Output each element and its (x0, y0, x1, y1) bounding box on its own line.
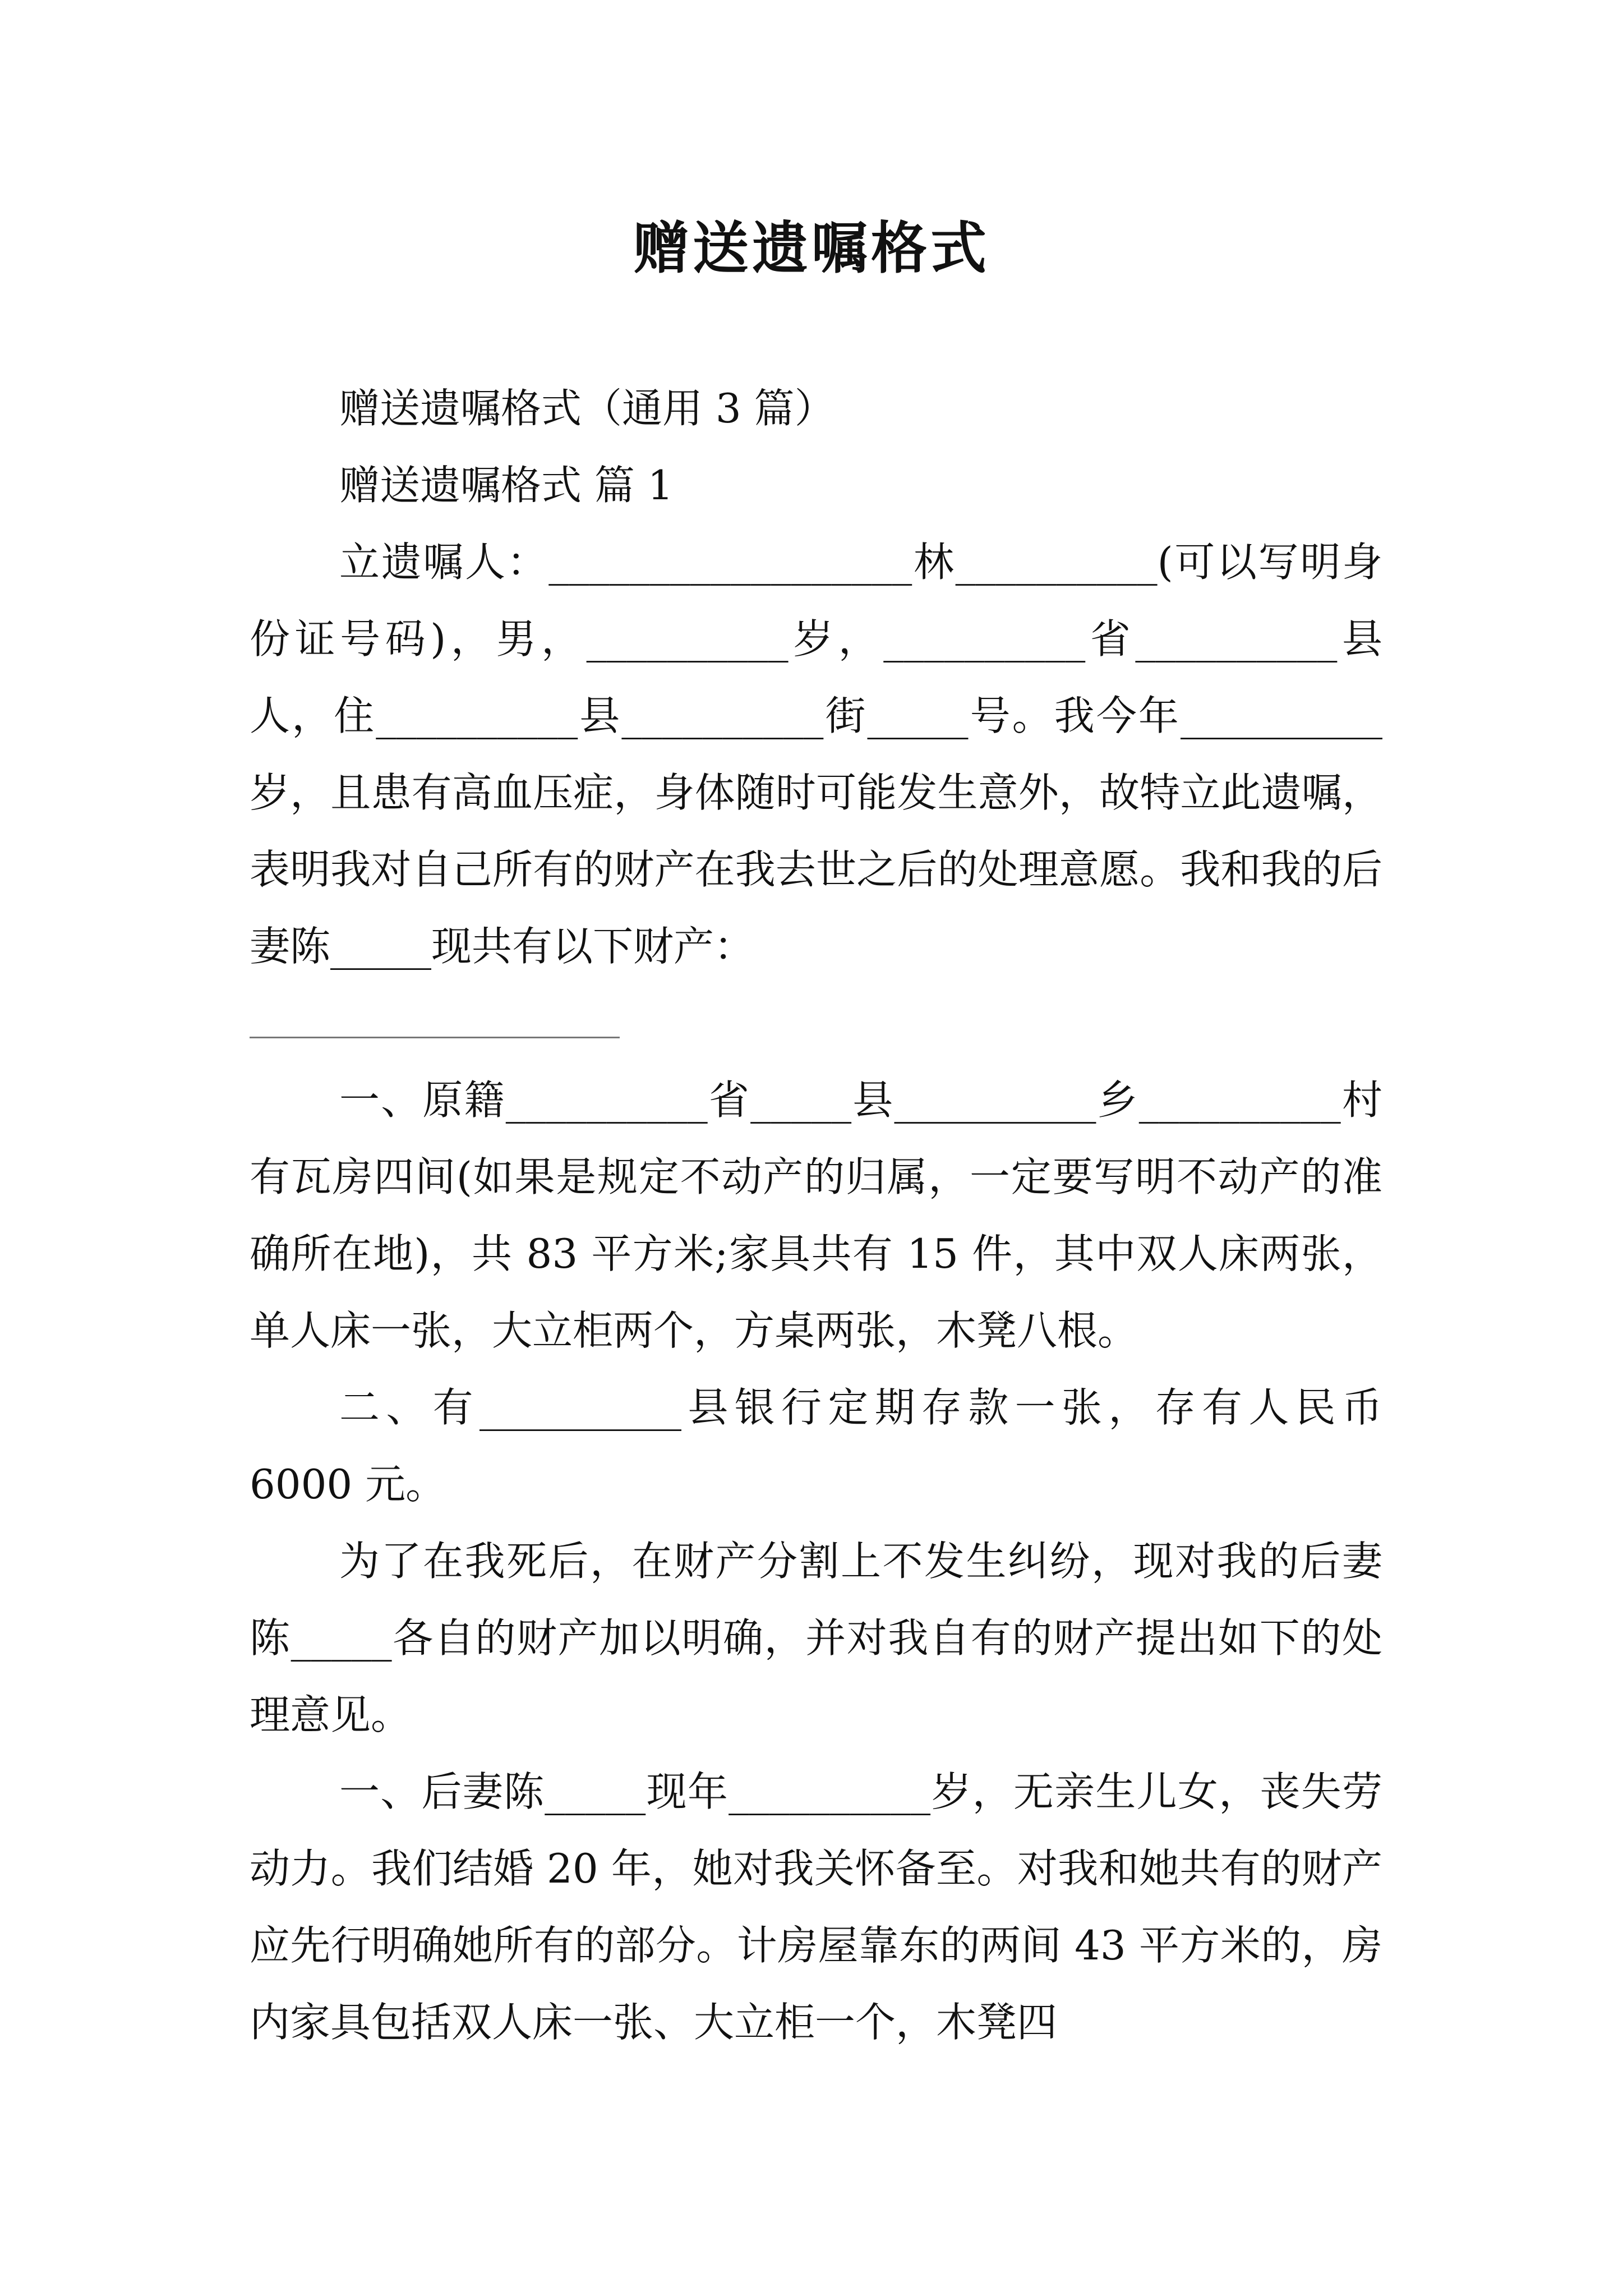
blank-line (250, 985, 1382, 1062)
paragraph: 一、后妻陈_____现年__________岁，无亲生儿女，丧失劳动力。我们结婚 20 年，她对我关怀备至。对我和她共有的财产应先行明确她所有的部分。计房屋靠东的两间 43 平方米的，房内家具包括双人床一张、大立柜一个，木凳四 (250, 1768, 1382, 2046)
paragraph: 一、原籍__________省_____县__________乡__________村有瓦房四间(如果是规定不动产的归属，一定要写明不动产的准确所在地)，共 83 平方米;家具共有 15 件，其中双人床两张，单人床一张，大立柜两个，方桌两张，木凳八根。 (250, 1076, 1382, 1354)
document-title: 赠送遗嘱格式 (633, 215, 990, 281)
paragraph: 二、有__________县银行定期存款一张，存有人民币 6000 元。 (250, 1384, 1382, 1508)
paragraph: 立遗嘱人：__________________林__________(可以写明身份证号码)，男，__________岁，__________省__________县人，住__________县__________街_____号。我今年__________岁，且患有高血压症，身体随时可能发生意外，故特立此遗嘱，表明我对自己所有的财产在我去世之后的处理意愿。我和我的后妻陈_____现共有以下财产： (250, 539, 1382, 970)
section-heading: 赠送遗嘱格式 篇 1 (339, 462, 674, 509)
paragraph: 为了在我死后，在财产分割上不发生纠纷，现对我的后妻陈_____各自的财产加以明确，并对我自有的财产提出如下的处理意见。 (250, 1538, 1382, 1738)
document-subtitle: 赠送遗嘱格式（通用 3 篇） (339, 385, 835, 432)
document-body (250, 370, 1382, 2061)
